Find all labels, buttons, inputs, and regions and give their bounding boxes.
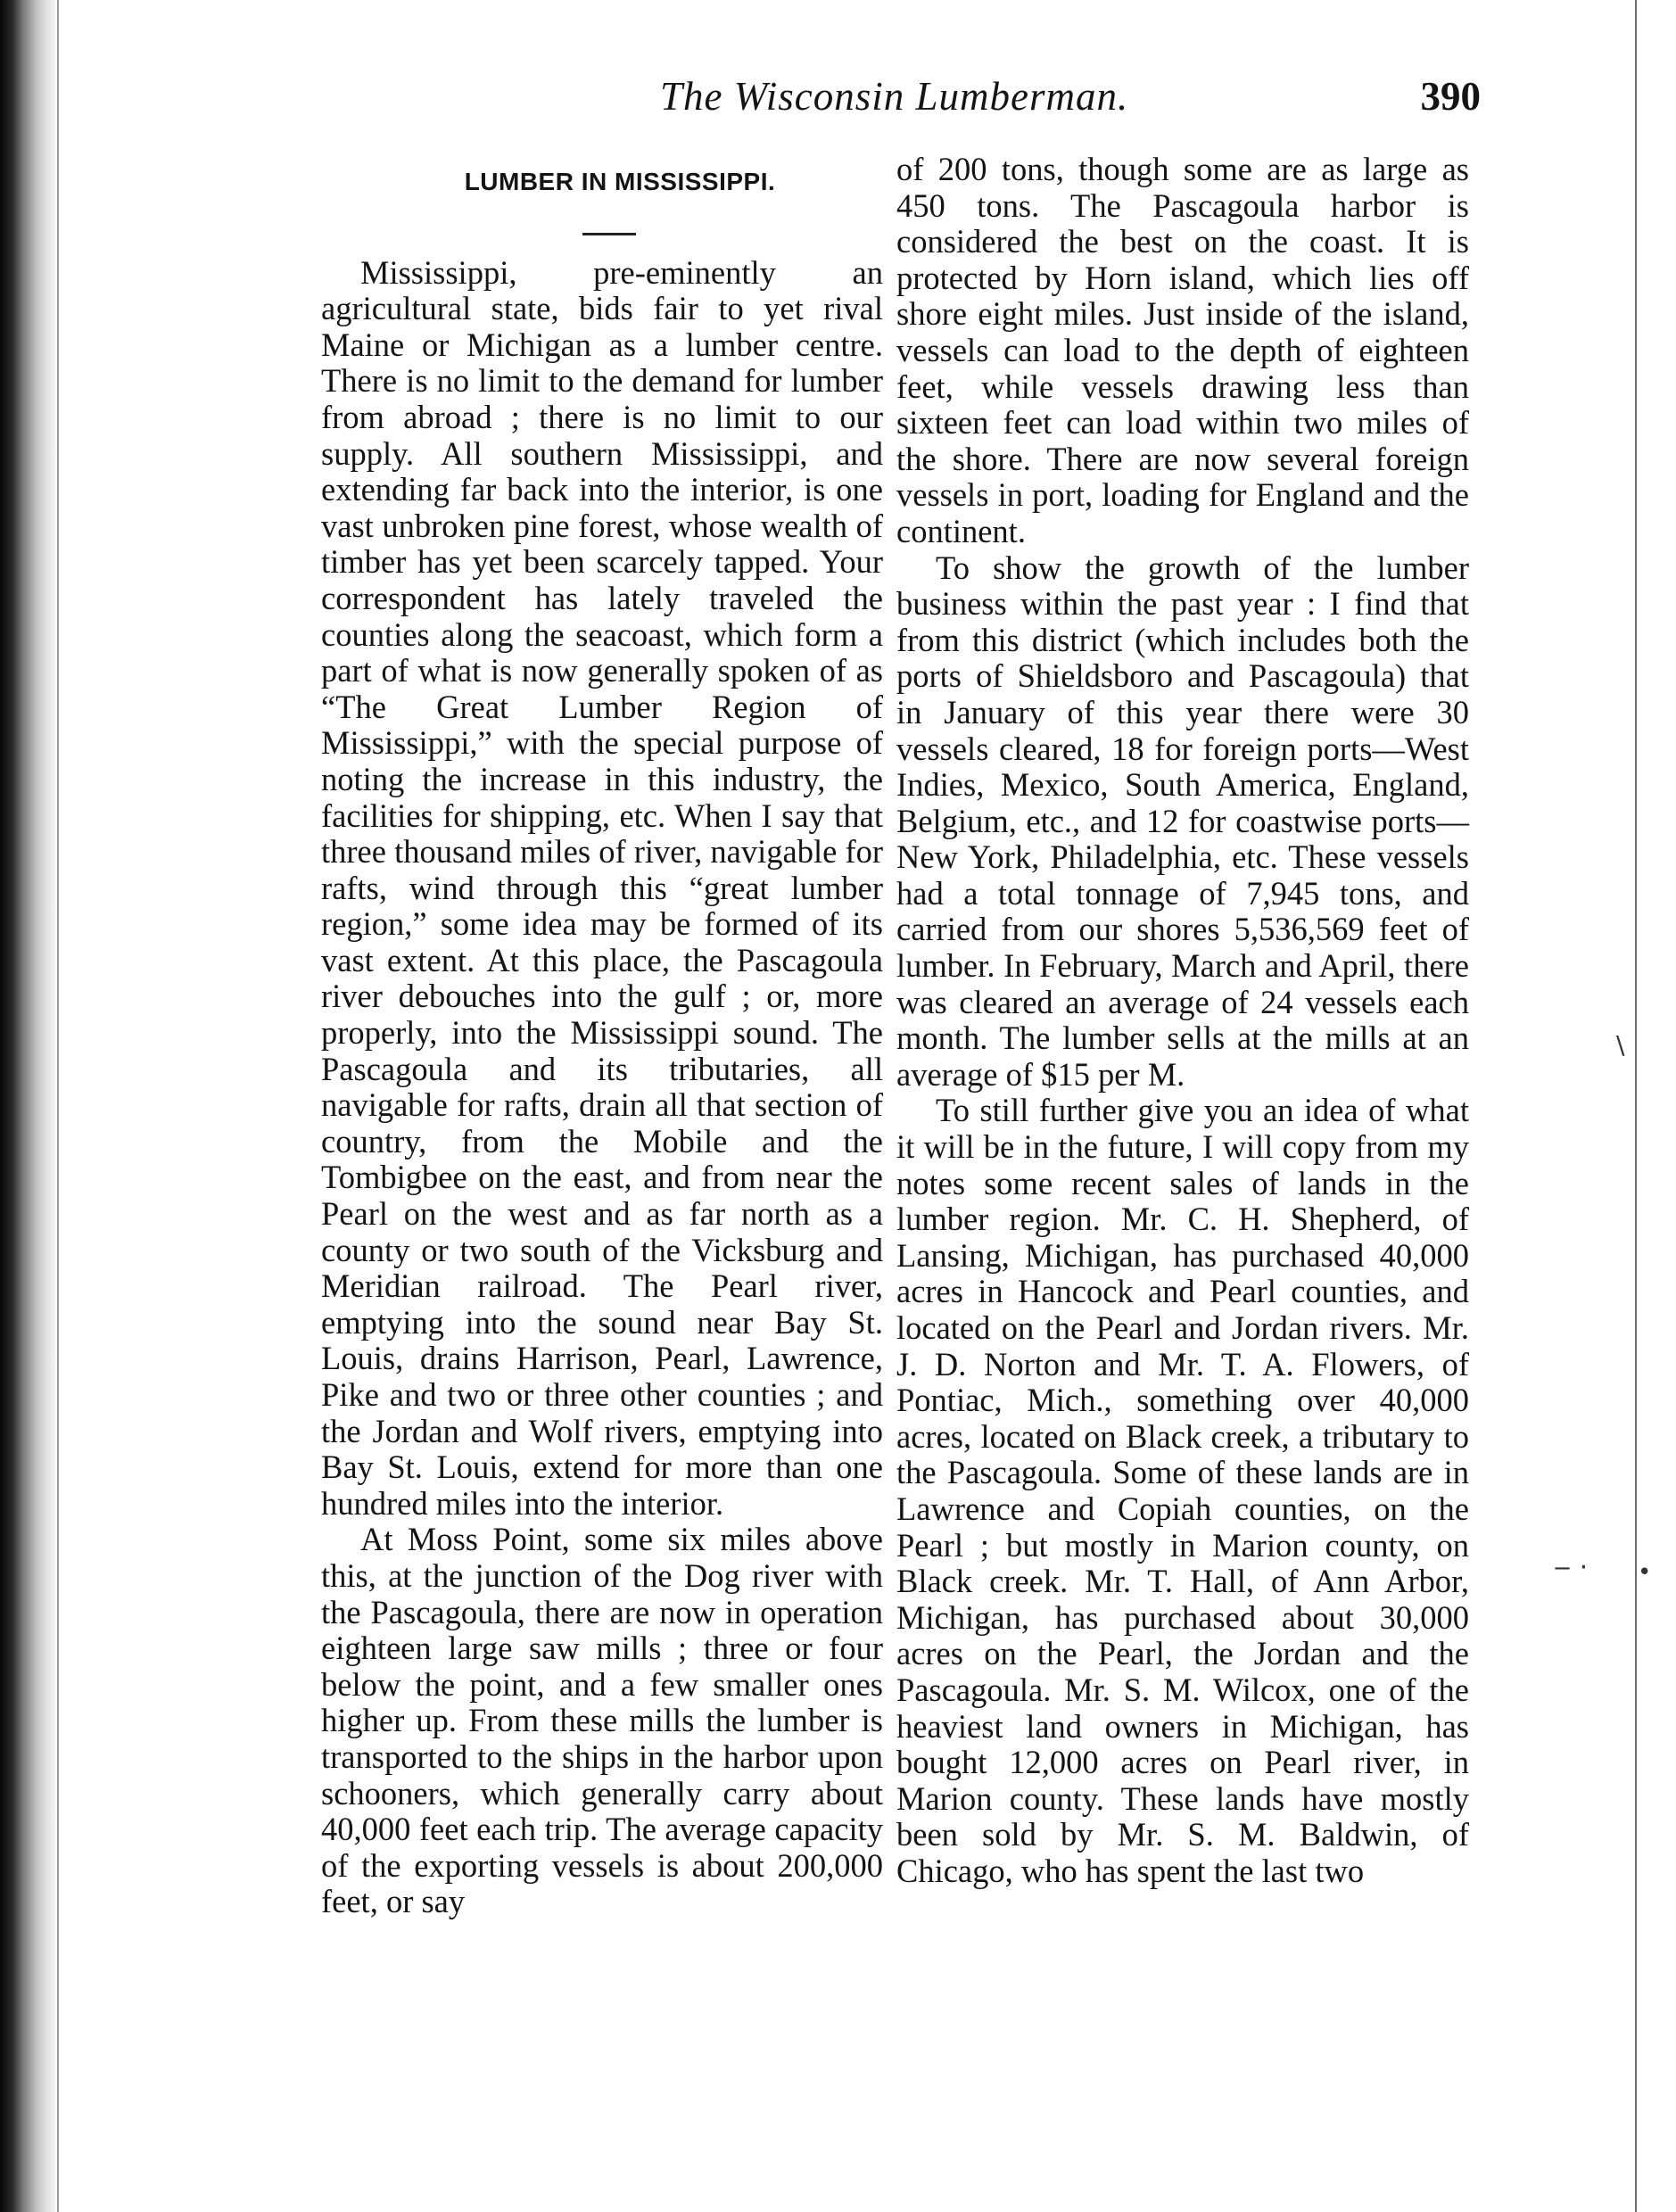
page-edge-line — [1635, 0, 1637, 2212]
paragraph: Mississippi, pre-eminently an agricultural state, bids fair to yet rival Maine or Michigan as a lumber centre. There is no limit to the demand for lumber from abroad ; there is no limit to our supply. All southern Mississippi, and extending far back into the interior, is one vast unbroken pine forest, whose wealth of timber has yet been scarcely tapped. Your correspondent has lately traveled the counties along the seacoast, which form a part of what is now generally spoken of as “The Great Lumber Region of Mississippi,” with the special purpose of noting the increase in this industry, the facilities for shipping, etc. When I say that three thousand miles of river, navigable for rafts, wind through this “great lumber region,” some idea may be formed of its vast extent. At this place, the Pascagoula river debouches into the gulf ; or, more properly, into the Mississippi sound. The Pascagoula and its tributaries, all navigable for rafts, drain all that section of country, from the Mobile and the Tombigbee on the east, and from near the Pearl on the west and as far north as a county or two south of the Vicksburg and Meridian railroad. The Pearl river, emptying into the sound near Bay St. Louis, drains Harrison, Pearl, Lawrence, Pike and two or three other counties ; and the Jordan and Wolf rivers, emptying into Bay St. Louis, extend for more than one hundred miles into the interior. — [321, 253, 883, 1522]
article-title: LUMBER IN MISSISSIPPI. — [464, 168, 776, 195]
margin-arrow-mark: ‒ · — [1554, 1552, 1589, 1583]
paragraph: To show the growth of the lumber business within the past year : I find that from this district (which includes both the ports of Shieldsboro and Pascagoula) that in January of this year there were 30 vessels cleared, 18 for foreign ports—West Indies, Mexico, South America, England, Belgium, etc., and 12 for coastwise ports—New York, Philadelphia, etc. These vessels had a total tonnage of 7,945 tons, and carried from our shores 5,536,569 feet of lumber. In February, March and April, there was cleared an average of 24 vessels each month. The lumber sells at the mills at an average of $15 per M. — [896, 549, 1469, 1093]
gutter-edge-line — [57, 0, 59, 2212]
binding-shadow — [0, 0, 55, 2212]
paragraph: At Moss Point, some six miles above this, at the junction of the Dog river with the Pascagoula, there are now in operation eighteen large saw mills ; three or four below the point, and a few smaller ones higher up. From these mills the lumber is transported to the ships in the harbor upon schooners, which generally carry about 40,000 feet each trip. The average capacity of the exporting vessels is about 200,000 feet, or say — [321, 1521, 883, 1920]
title-divider — [582, 233, 636, 235]
margin-tick-mark: \ — [1616, 1030, 1625, 1060]
page-header — [303, 73, 1481, 127]
paragraph: To still further give you an idea of what it will be in the future, I will copy from my notes some recent sales of lands in the lumber region. Mr. C. H. Shepherd, of Lansing, Michigan, has purchased 40,000 acres in Hancock and Pearl counties, and located on the Pearl and Jordan rivers. Mr. J. D. Norton and Mr. T. A. Flowers, of Pontiac, Mich., something over 40,000 acres, located on Black creek, a tributary to the Pascagoula. Some of these lands are in Lawrence and Copiah counties, on the Pearl ; but mostly in Marion county, on Black creek. Mr. T. Hall, of Ann Arbor, Michigan, has purchased about 30,000 acres on the Pearl, the Jordan and the Pascagoula. Mr. S. M. Wilcox, one of the heaviest land owners in Michigan, has bought 12,000 acres on Pearl river, in Marion county. These lands have mostly been sold by Mr. S. M. Baldwin, of Chicago, who has spent the last two — [896, 1092, 1469, 1889]
left-column — [321, 159, 883, 1920]
page-number: 390 — [1420, 74, 1481, 119]
right-column — [896, 152, 1469, 1890]
paragraph: of 200 tons, though some are as large as 450 tons. The Pascagoula harbor is considered the best on the coast. It is protected by Horn island, which lies off shore eight miles. Just inside of the island, vessels can load to the depth of eighteen feet, while vessels drawing less than sixteen feet can load within two miles of the shore. There are now several foreign vessels in port, loading for England and the continent. — [896, 151, 1469, 549]
margin-pin-mark: • — [1638, 1559, 1652, 1586]
running-title: The Wisconsin Lumberman. — [660, 74, 1129, 119]
